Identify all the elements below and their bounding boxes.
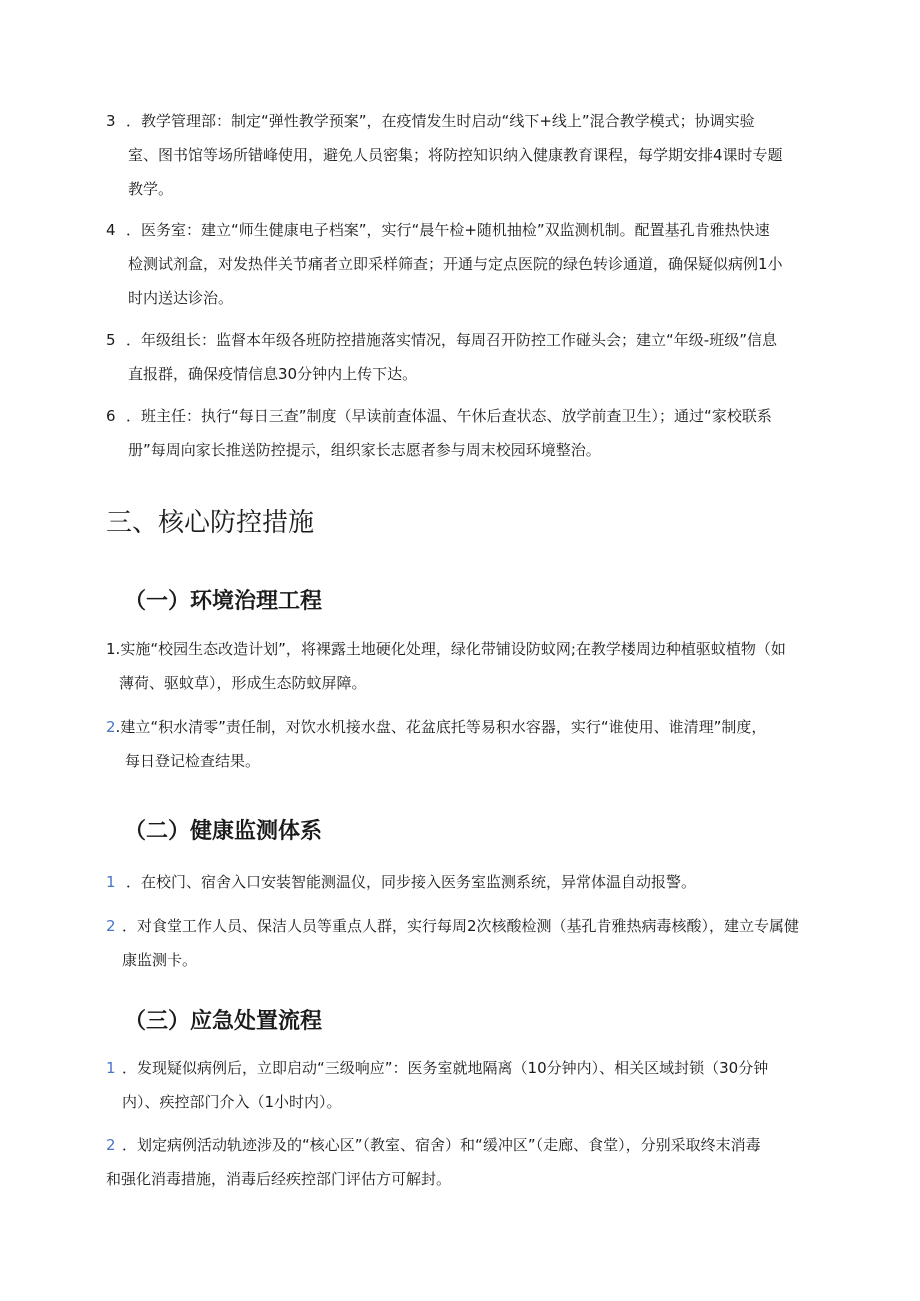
list-item-number: 5 <box>106 331 116 349</box>
list-item-number: 1 <box>106 640 116 658</box>
list-item-line-2: 直报群，确保疫情信息30分钟内上传下达。 <box>128 365 418 383</box>
list-item-line-2: 每日登记检查结果。 <box>125 752 261 770</box>
list-item-number: 2 <box>106 917 116 935</box>
list-item-line-2: 和强化消毒措施，消毒后经疾控部门评估方可解封。 <box>106 1170 452 1188</box>
list-item-number: 2 <box>106 1136 116 1154</box>
list-item-line-2: 薄荷、驱蚊草），形成生态防蚊屏障。 <box>119 674 367 692</box>
subsection-heading: （三）应急处置流程 <box>124 1009 323 1034</box>
list-item-line-1 <box>106 399 818 433</box>
list-item-line-1 <box>106 710 818 744</box>
list-item-text: ．教学管理部：制定“弹性教学预案”，在疫情发生时启动“线下+线上”混合教学模式；协调实验 <box>126 112 755 130</box>
list-item-line-3: 时内送达诊治。 <box>128 289 234 307</box>
list-item-line-1 <box>106 213 818 247</box>
list-item-number: 1 <box>106 873 116 891</box>
list-item-number: 2 <box>106 718 116 736</box>
list-item-line-2: 室、图书馆等场所错峰使用，避免人员密集；将防控知识纳入健康教育课程，每学期安排4课时专题 <box>128 146 783 164</box>
subsection-heading: （一）环境治理工程 <box>124 589 323 614</box>
list-item-text: ．划定病例活动轨迹涉及的“核心区”（教室、宿舍）和“缓冲区”（走廊、食堂），分别采取终末消毒 <box>122 1136 761 1154</box>
list-item <box>106 323 818 391</box>
list-item <box>106 1128 818 1196</box>
list-item <box>106 710 818 778</box>
list-item-text: ．在校门、宿舍入口安装智能测温仪，同步接入医务室监测系统，异常体温自动报警。 <box>126 873 697 891</box>
list-item-number: 3 <box>106 112 116 130</box>
list-item-number: 6 <box>106 407 116 425</box>
list-item-line-2: 检测试剂盒，对发热伴关节痛者立即采样筛查；开通与定点医院的绿色转诊通道，确保疑似病例1小 <box>128 255 783 273</box>
list-item-text: ．医务室：建立“师生健康电子档案”，实行“晨午检+随机抽检”双监测机制。配置基孔肯雅热快速 <box>126 221 770 239</box>
list-item-text: ．对食堂工作人员、保洁人员等重点人群，实行每周2次核酸检测（基孔肯雅热病毒核酸），建立专属健 <box>122 917 800 935</box>
list-item-text: .建立“积水清零”责任制，对饮水机接水盘、花盆底托等易积水容器，实行“谁使用、谁清理”制度， <box>115 718 767 736</box>
list-item-line-2: 康监测卡。 <box>122 951 198 969</box>
list-item-line-1 <box>106 1051 818 1085</box>
list-item-text: ．班主任：执行“每日三查”制度（早读前查体温、午休后查状态、放学前查卫生）；通过“家校联系 <box>126 407 772 425</box>
list-item-line-2: 册”每周向家长推送防控提示，组织家长志愿者参与周末校园环境整治。 <box>128 441 601 459</box>
list-item <box>106 104 818 206</box>
list-item-line-1 <box>106 1128 818 1162</box>
list-item-line-1 <box>106 323 818 357</box>
list-item <box>106 632 818 700</box>
list-item-number: 4 <box>106 221 116 239</box>
list-item-line-2: 内）、疾控部门介入（1小时内）。 <box>122 1093 342 1111</box>
subsection-heading: （二）健康监测体系 <box>124 819 323 844</box>
list-item-line-1 <box>106 632 818 666</box>
list-item-line-1 <box>106 104 818 138</box>
list-item <box>106 1051 818 1119</box>
section-heading: 三、核心防控措施 <box>106 508 315 538</box>
list-item-text: ．年级组长：监督本年级各班防控措施落实情况，每周召开防控工作碰头会；建立“年级-班级”信息 <box>126 331 777 349</box>
list-item-text: ．发现疑似病例后，立即启动“三级响应”：医务室就地隔离（10分钟内）、相关区域封锁（30分钟 <box>122 1059 769 1077</box>
list-item-line-3: 教学。 <box>128 180 174 198</box>
list-item-line-1 <box>106 865 818 899</box>
list-item <box>106 865 818 899</box>
list-item-line-1 <box>106 909 818 943</box>
list-item <box>106 909 818 977</box>
list-item-number: 1 <box>106 1059 116 1077</box>
list-item-text: .实施“校园生态改造计划”，将裸露土地硬化处理，绿化带铺设防蚊网;在教学楼周边种植驱蚊植物（如 <box>115 640 786 658</box>
list-item <box>106 213 818 315</box>
list-item <box>106 399 818 467</box>
